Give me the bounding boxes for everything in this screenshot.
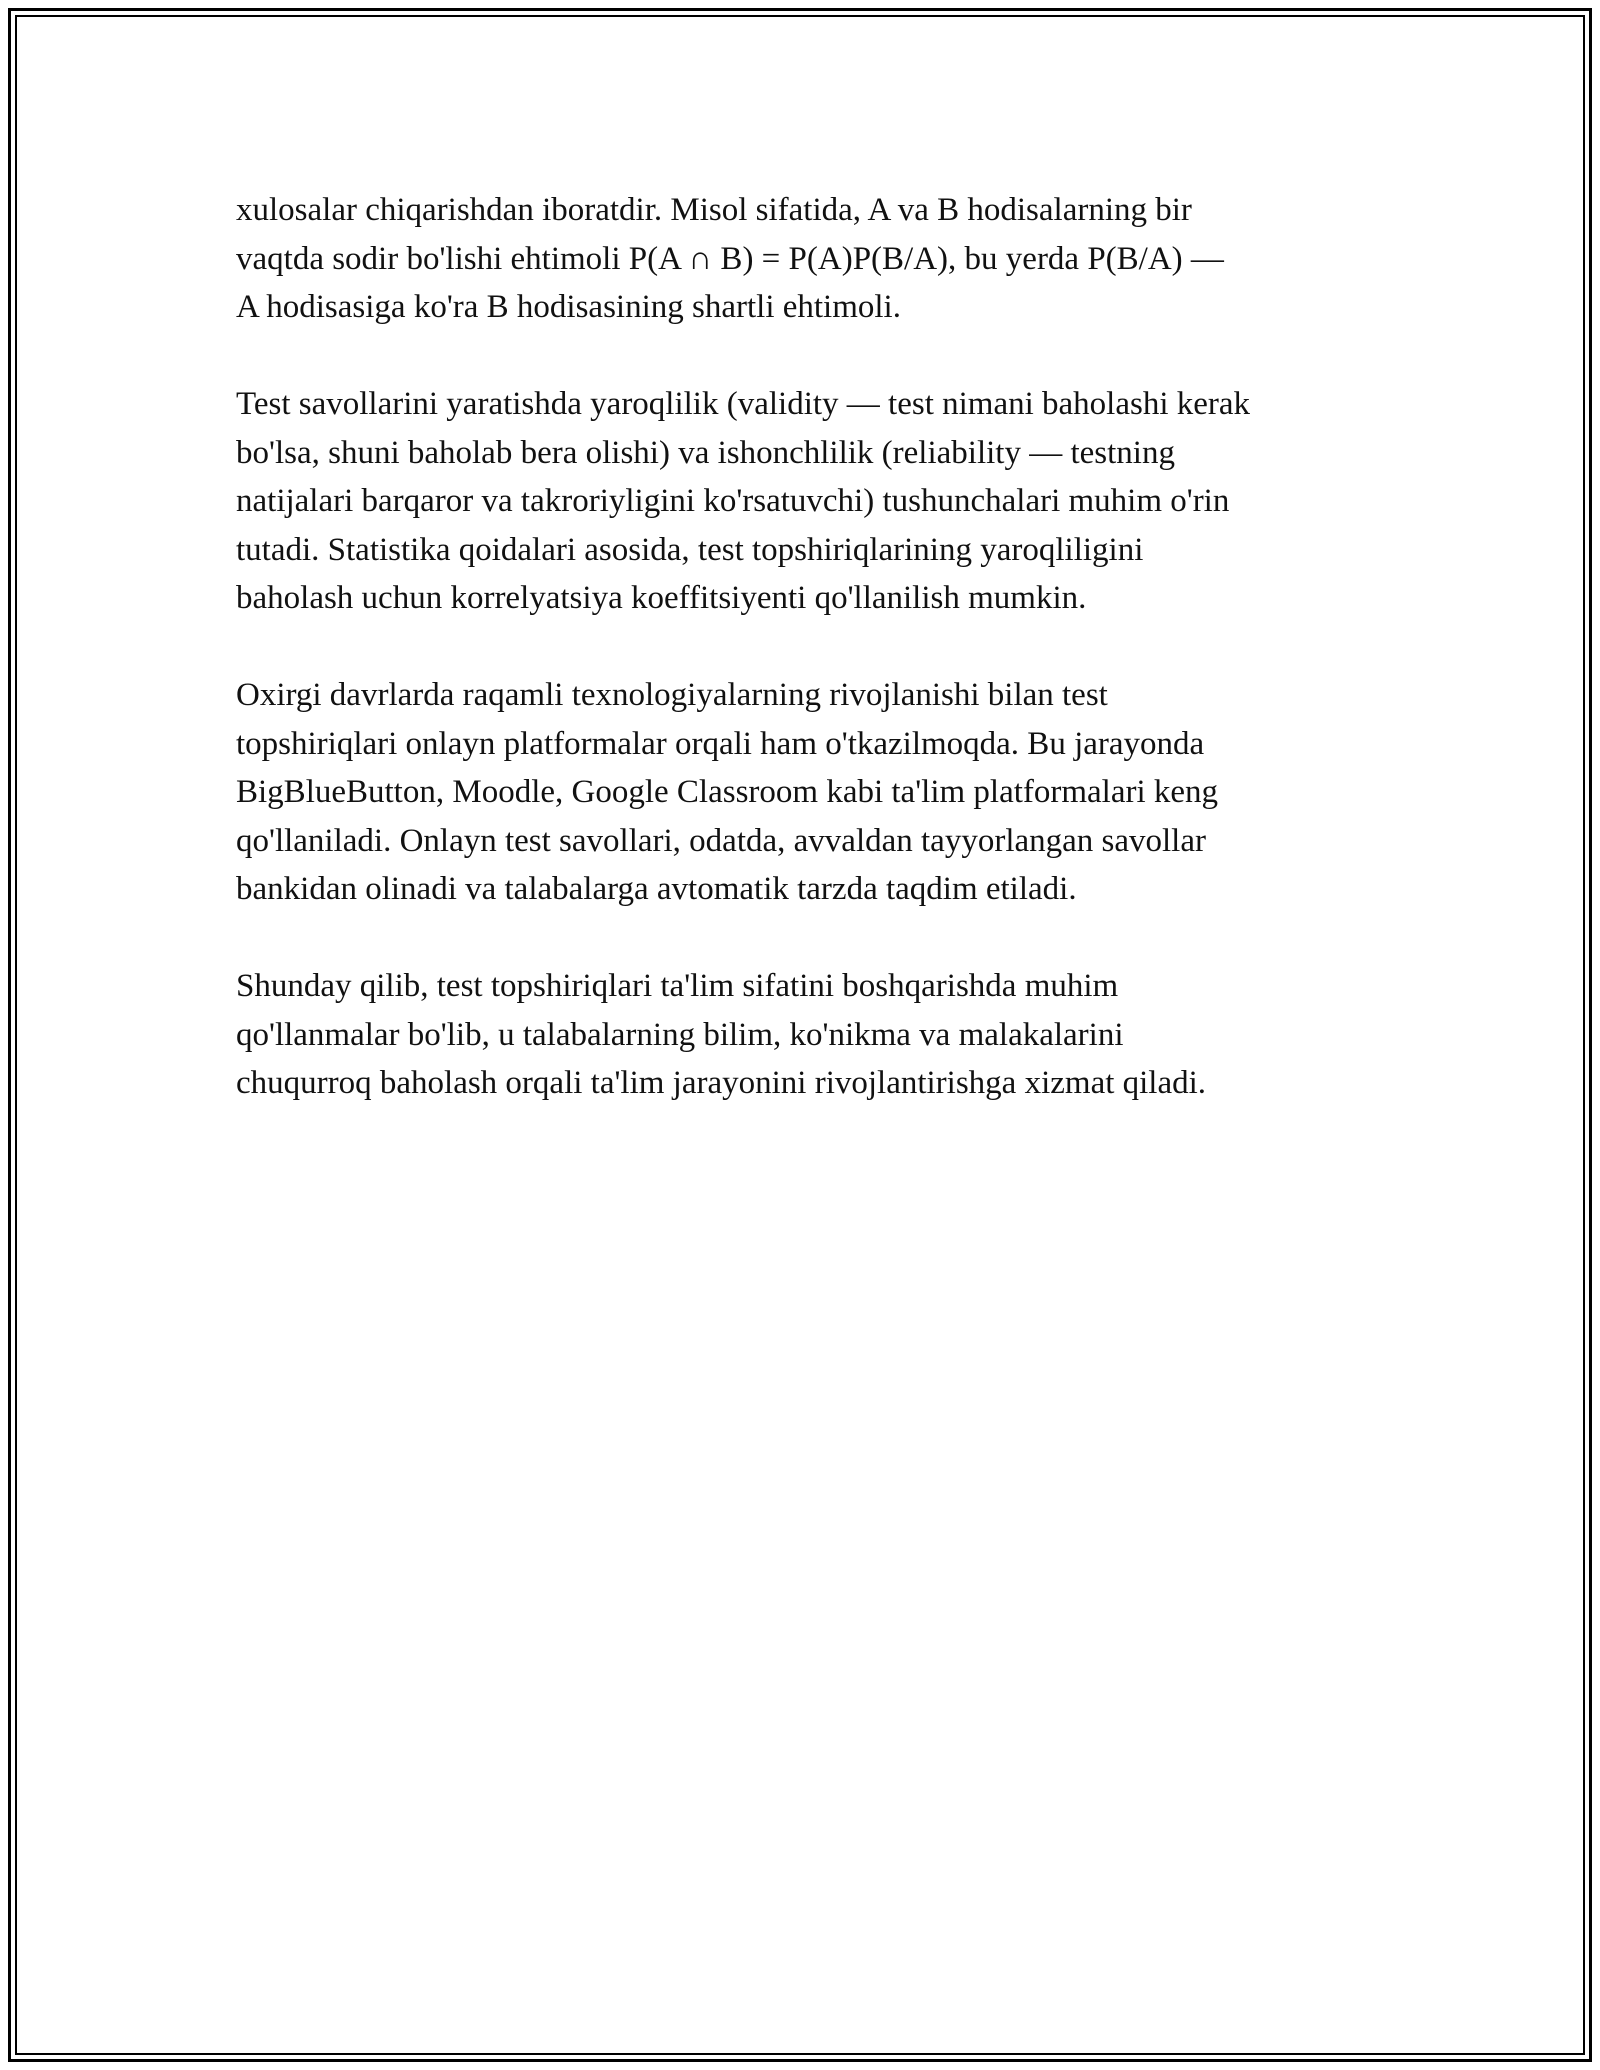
text-line: bankidan olinadi va talabalarga avtomatik tarzda taqdim etiladi. <box>236 871 1077 907</box>
paragraph-4 <box>236 962 1376 1108</box>
text-line: Test savollarini yaratishda yaroqlilik (validity — test nimani baholashi kerak <box>236 386 1251 422</box>
text-line: A hodisasiga ko'ra B hodisasining shartli ehtimoli. <box>236 289 901 325</box>
paragraph-1 <box>236 186 1376 332</box>
paragraph-2 <box>236 380 1376 623</box>
text-line: tutadi. Statistika qoidalari asosida, test topshiriqlarining yaroqliligini <box>236 531 1144 568</box>
text-line: chuqurroq baholash orqali ta'lim jarayonini rivojlantirishga xizmat qiladi. <box>236 1065 1207 1101</box>
text-line: bo'lsa, shuni baholab bera olishi) va ishonchlilik (reliability — testning <box>236 434 1175 471</box>
text-line: natijalari barqaror va takroriyligini ko'rsatuvchi) tushunchalari muhim o'rin <box>236 483 1230 519</box>
text-line: xulosalar chiqarishdan iboratdir. Misol sifatida, A va B hodisalarning bir <box>236 192 1192 228</box>
text-line: topshiriqlari onlayn platformalar orqali ham o'tkazilmoqda. Bu jarayonda <box>236 725 1205 762</box>
document-body <box>236 186 1376 1156</box>
text-line: vaqtda sodir bo'lishi ehtimoli P(A ∩ B) = P(A)P(B/A), bu yerda P(B/A) — <box>236 240 1224 277</box>
paragraph-3 <box>236 671 1376 914</box>
text-line: Oxirgi davrlarda raqamli texnologiyalarning rivojlanishi bilan test <box>236 677 1108 713</box>
text-line: qo'llaniladi. Onlayn test savollari, odatda, avvaldan tayyorlangan savollar <box>236 822 1206 859</box>
text-line: baholash uchun korrelyatsiya koeffitsiyenti qo'llanilish mumkin. <box>236 580 1087 616</box>
text-line: BigBlueButton, Moodle, Google Classroom kabi ta'lim platformalari keng <box>236 774 1219 810</box>
text-line: qo'llanmalar bo'lib, u talabalarning bilim, ko'nikma va malakalarini <box>236 1016 1124 1053</box>
text-line: Shunday qilib, test topshiriqlari ta'lim sifatini boshqarishda muhim <box>236 968 1119 1004</box>
